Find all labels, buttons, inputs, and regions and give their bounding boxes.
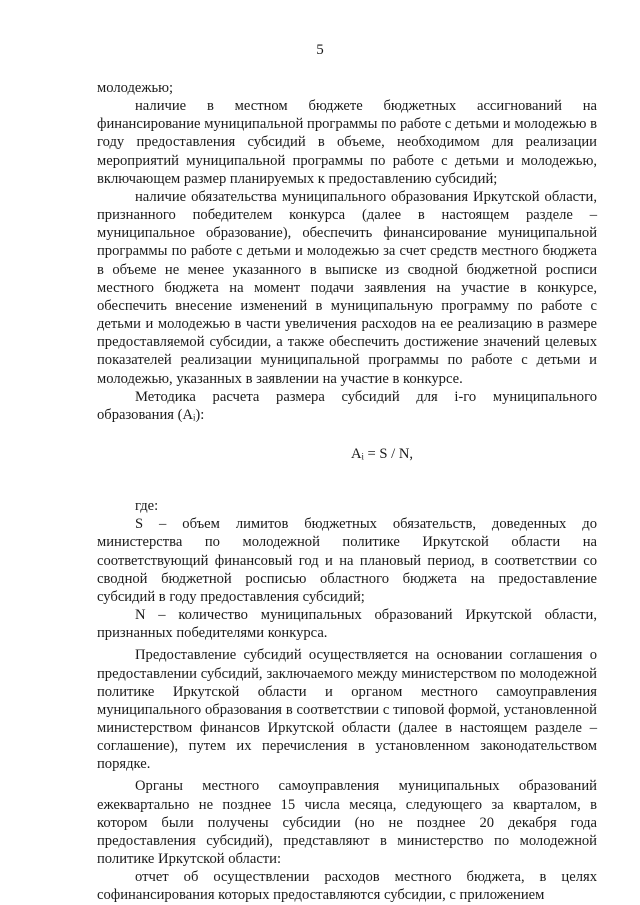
paragraph: наличие в местном бюджете бюджетных ассигнований на финансирование муниципальной программы по работе с детьми и молодежью в году предоставления субсидий в объеме, необходимом для реализации мероприятий муниципальной программы по работе с детьми и молодежью, включающем размер планируемых к предоставлению субсидий; <box>97 98 597 187</box>
paragraph: отчет об осуществлении расходов местного бюджета, в целях софинансирования которых предоставляются субсидии, с приложением <box>97 869 597 904</box>
paragraph: наличие обязательства муниципального образования Иркутской области, признанного победителем конкурса (далее в настоящем разделе – муниципальное образование), обеспечить финансирование муниципальной программы по работе с детьми и молодежью за счет средств местного бюджета в объеме не менее указанного в выписке из сводной бюджетной росписи местного бюджета на момент подачи заявления на участие в конкурсе, обеспечить внесение изменений в муниципальную программу по работе с детьми и молодежью в части увеличения расходов на ее реализацию в размере предоставляемой субсидии, а также обеспечить достижение значений целевых показателей реализации муниципальной программы по работе с детьми и молодежью, указанных в заявлении на участие в конкурсе. <box>97 188 597 387</box>
paragraph: Органы местного самоуправления муниципальных образований ежеквартально не позднее 15 числа месяца, следующего за кварталом, в котором были получены субсидии (но не позднее 20 декабря года предоставления субсидий), представляют в министерство по молодежной политике Иркутской области: <box>97 778 597 868</box>
formula: Aᵢ = S / N, <box>350 445 414 462</box>
page-number: 5 <box>316 42 324 58</box>
paragraph: N – количество муниципальных образований Иркутской области, признанных победителями конкурса. <box>97 607 597 642</box>
paragraph: Предоставление субсидий осуществляется на основании соглашения о предоставлении субсидий, заключаемого между министерством по молодежной политике Иркутской области и органом местного самоуправления муниципального образования в соответствии с типовой формой, установленной министерством финансов Иркутской области (далее в настоящем разделе – соглашение), путем их перечисления в установленном законодательством порядке. <box>97 647 597 773</box>
document-body <box>97 79 597 905</box>
paragraph: Методика расчета размера субсидий для i-го муниципального образования (Aᵢ): <box>97 388 597 423</box>
paragraph: молодежью; <box>97 80 174 96</box>
paragraph: где: <box>135 498 159 515</box>
paragraph: S – объем лимитов бюджетных обязательств, доведенных до министерства по молодежной политике Иркутской области на соответствующий финансовый год и на плановый период, в соответствии со сводной бюджетной росписью областного бюджета на предоставление субсидий в году предоставления субсидий; <box>97 516 597 605</box>
